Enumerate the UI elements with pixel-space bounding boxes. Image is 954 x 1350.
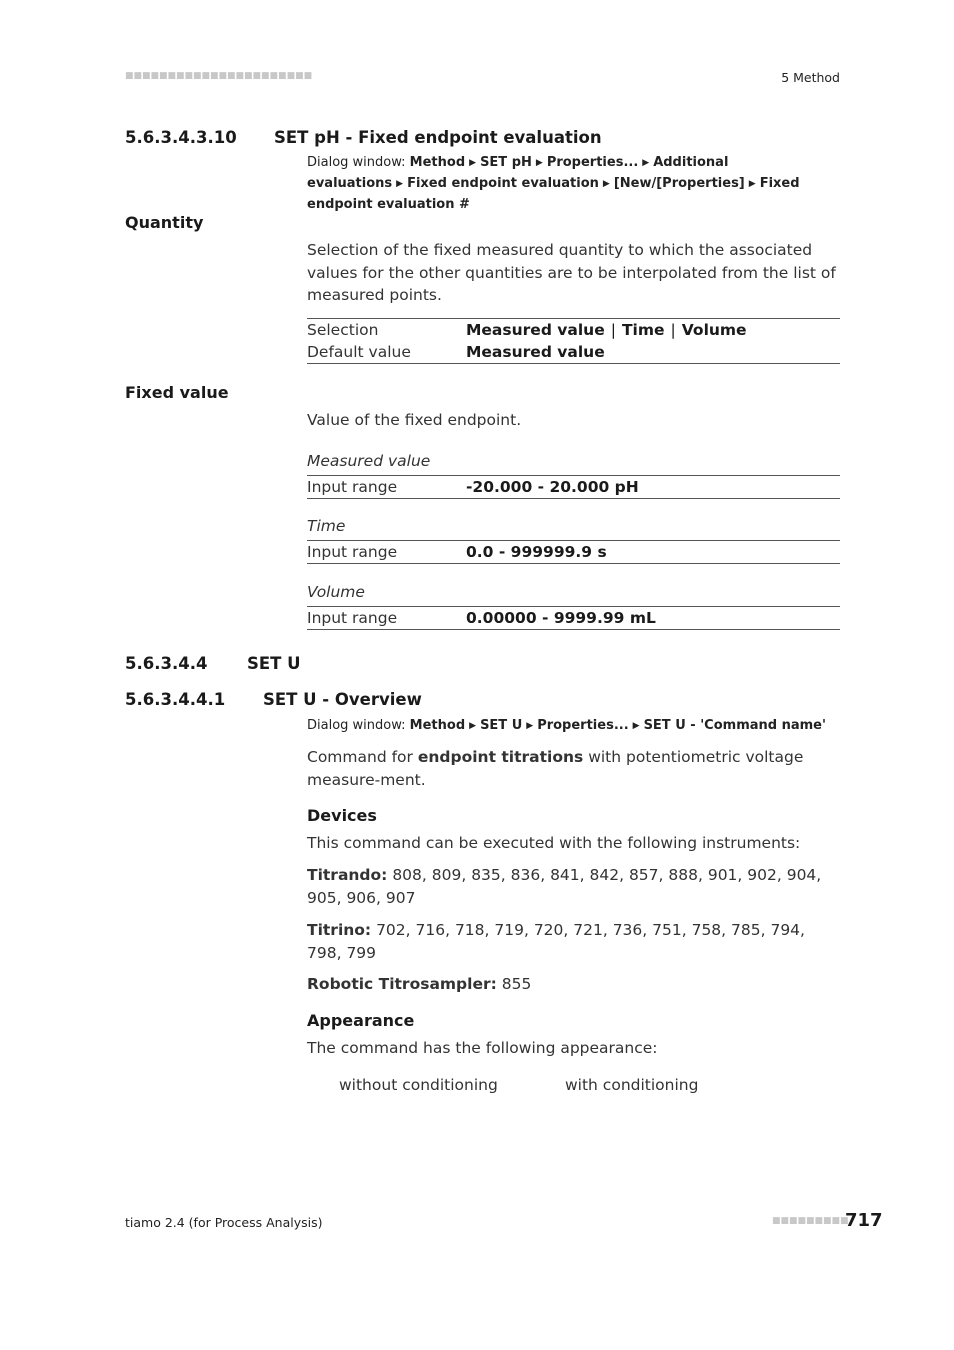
triangle-right-icon: ▶ xyxy=(632,721,640,731)
quantity-table xyxy=(307,318,840,364)
appearance-intro: The command has the following appearance: xyxy=(307,1039,658,1057)
range-table xyxy=(307,606,840,630)
range-row xyxy=(307,476,840,498)
devices-intro: This command can be executed with the following instruments: xyxy=(307,834,801,852)
range-table xyxy=(307,475,840,499)
separator: | xyxy=(670,321,676,339)
titrando-values: 808, 809, 835, 836, 841, 842, 857, 888, 901, 902, 904, 905, 906, 907 xyxy=(307,866,822,907)
triangle-right-icon: ▶ xyxy=(469,158,477,168)
range-row xyxy=(307,541,840,563)
path-item: Additional evaluations xyxy=(307,155,729,191)
quantity-title: Quantity xyxy=(125,213,204,232)
group-label: Time xyxy=(307,517,346,535)
group-label: Volume xyxy=(307,583,365,601)
path-item: SET U xyxy=(480,718,523,733)
separator: | xyxy=(610,321,616,339)
selection-label: Selection xyxy=(307,321,379,339)
titrino-list xyxy=(307,919,842,964)
section-number: 5.6.3.4.4 xyxy=(125,654,208,673)
path-item: [New/[Properties] xyxy=(613,176,745,191)
range-label: Input range xyxy=(307,478,398,496)
range-table xyxy=(307,540,840,564)
range-value: 0.0 - 999999.9 s xyxy=(466,543,607,561)
titrando-label: Titrando: xyxy=(307,866,388,884)
selection-row xyxy=(307,319,840,341)
range-label: Input range xyxy=(307,543,398,561)
command-pre: Command for xyxy=(307,748,418,766)
triangle-right-icon: ▶ xyxy=(526,721,534,731)
path-item: SET U - 'Command name' xyxy=(643,718,826,733)
section-title: SET pH - Fixed endpoint evaluation xyxy=(274,128,602,147)
section-number: 5.6.3.4.4.1 xyxy=(125,690,226,709)
default-label: Default value xyxy=(307,343,411,361)
dialog-path xyxy=(307,716,842,737)
robotic-label: Robotic Titrosampler: xyxy=(307,975,497,993)
command-bold: endpoint titrations xyxy=(417,748,584,766)
triangle-right-icon: ▶ xyxy=(642,158,650,168)
section-heading xyxy=(125,690,422,709)
fixed-value-title: Fixed value xyxy=(125,383,229,402)
dialog-prefix: Dialog window: xyxy=(307,155,406,170)
range-value: -20.000 - 20.000 pH xyxy=(466,478,639,496)
range-row xyxy=(307,607,840,629)
titrando-list xyxy=(307,864,842,909)
path-item: Fixed endpoint evaluation # xyxy=(307,176,800,212)
header-decoration: ■■■■■■■■■■■■■■■■■■■■■■ xyxy=(125,71,313,81)
path-item: Method xyxy=(409,155,466,170)
dialog-prefix: Dialog window: xyxy=(307,718,406,733)
section-title: SET U xyxy=(247,654,301,673)
quantity-description: Selection of the fixed measured quantity to which the associated values for the other quantities are to be interpolated from the list of measured points. xyxy=(307,241,836,304)
command-post: with potentiometric voltage measure-ment. xyxy=(307,748,804,789)
triangle-right-icon: ▶ xyxy=(469,721,477,731)
path-item: Fixed endpoint evaluation xyxy=(407,176,599,191)
titrino-label: Titrino: xyxy=(307,921,372,939)
path-item: SET pH xyxy=(480,155,532,170)
path-item: Properties... xyxy=(546,155,639,170)
group-label: Measured value xyxy=(307,452,431,470)
triangle-right-icon: ▶ xyxy=(535,158,543,168)
selection-values xyxy=(466,319,747,341)
appearance-title: Appearance xyxy=(307,1011,415,1030)
path-item: Method xyxy=(409,718,466,733)
devices-title: Devices xyxy=(307,806,377,825)
dialog-path xyxy=(307,153,842,215)
section-heading xyxy=(125,654,301,673)
footer-product: tiamo 2.4 (for Process Analysis) xyxy=(125,1215,323,1230)
with-conditioning-label: with conditioning xyxy=(565,1076,699,1094)
path-item: Properties... xyxy=(537,718,629,733)
default-value: Measured value xyxy=(466,343,605,361)
option: Volume xyxy=(681,321,747,339)
robotic-list xyxy=(307,973,842,996)
section-number: 5.6.3.4.3.10 xyxy=(125,128,237,147)
footer-decoration: ■■■■■■■■■ xyxy=(772,1216,849,1226)
triangle-right-icon: ▶ xyxy=(602,179,610,189)
fixed-value-description: Value of the fixed endpoint. xyxy=(307,411,522,429)
section-heading xyxy=(125,128,602,147)
section-title: SET U - Overview xyxy=(263,690,422,709)
option: Measured value xyxy=(466,321,605,339)
default-row xyxy=(307,341,840,363)
without-conditioning-label: without conditioning xyxy=(339,1076,498,1094)
robotic-values: 855 xyxy=(496,975,532,993)
command-description xyxy=(307,746,842,791)
option: Time xyxy=(621,321,665,339)
page-number: 717 xyxy=(845,1210,883,1231)
titrino-values: 702, 716, 718, 719, 720, 721, 736, 751, 758, 785, 794, 798, 799 xyxy=(307,921,805,962)
header-chapter: 5 Method xyxy=(781,70,840,85)
range-value: 0.00000 - 9999.99 mL xyxy=(466,609,656,627)
triangle-right-icon: ▶ xyxy=(748,179,756,189)
triangle-right-icon: ▶ xyxy=(396,179,404,189)
range-label: Input range xyxy=(307,609,398,627)
